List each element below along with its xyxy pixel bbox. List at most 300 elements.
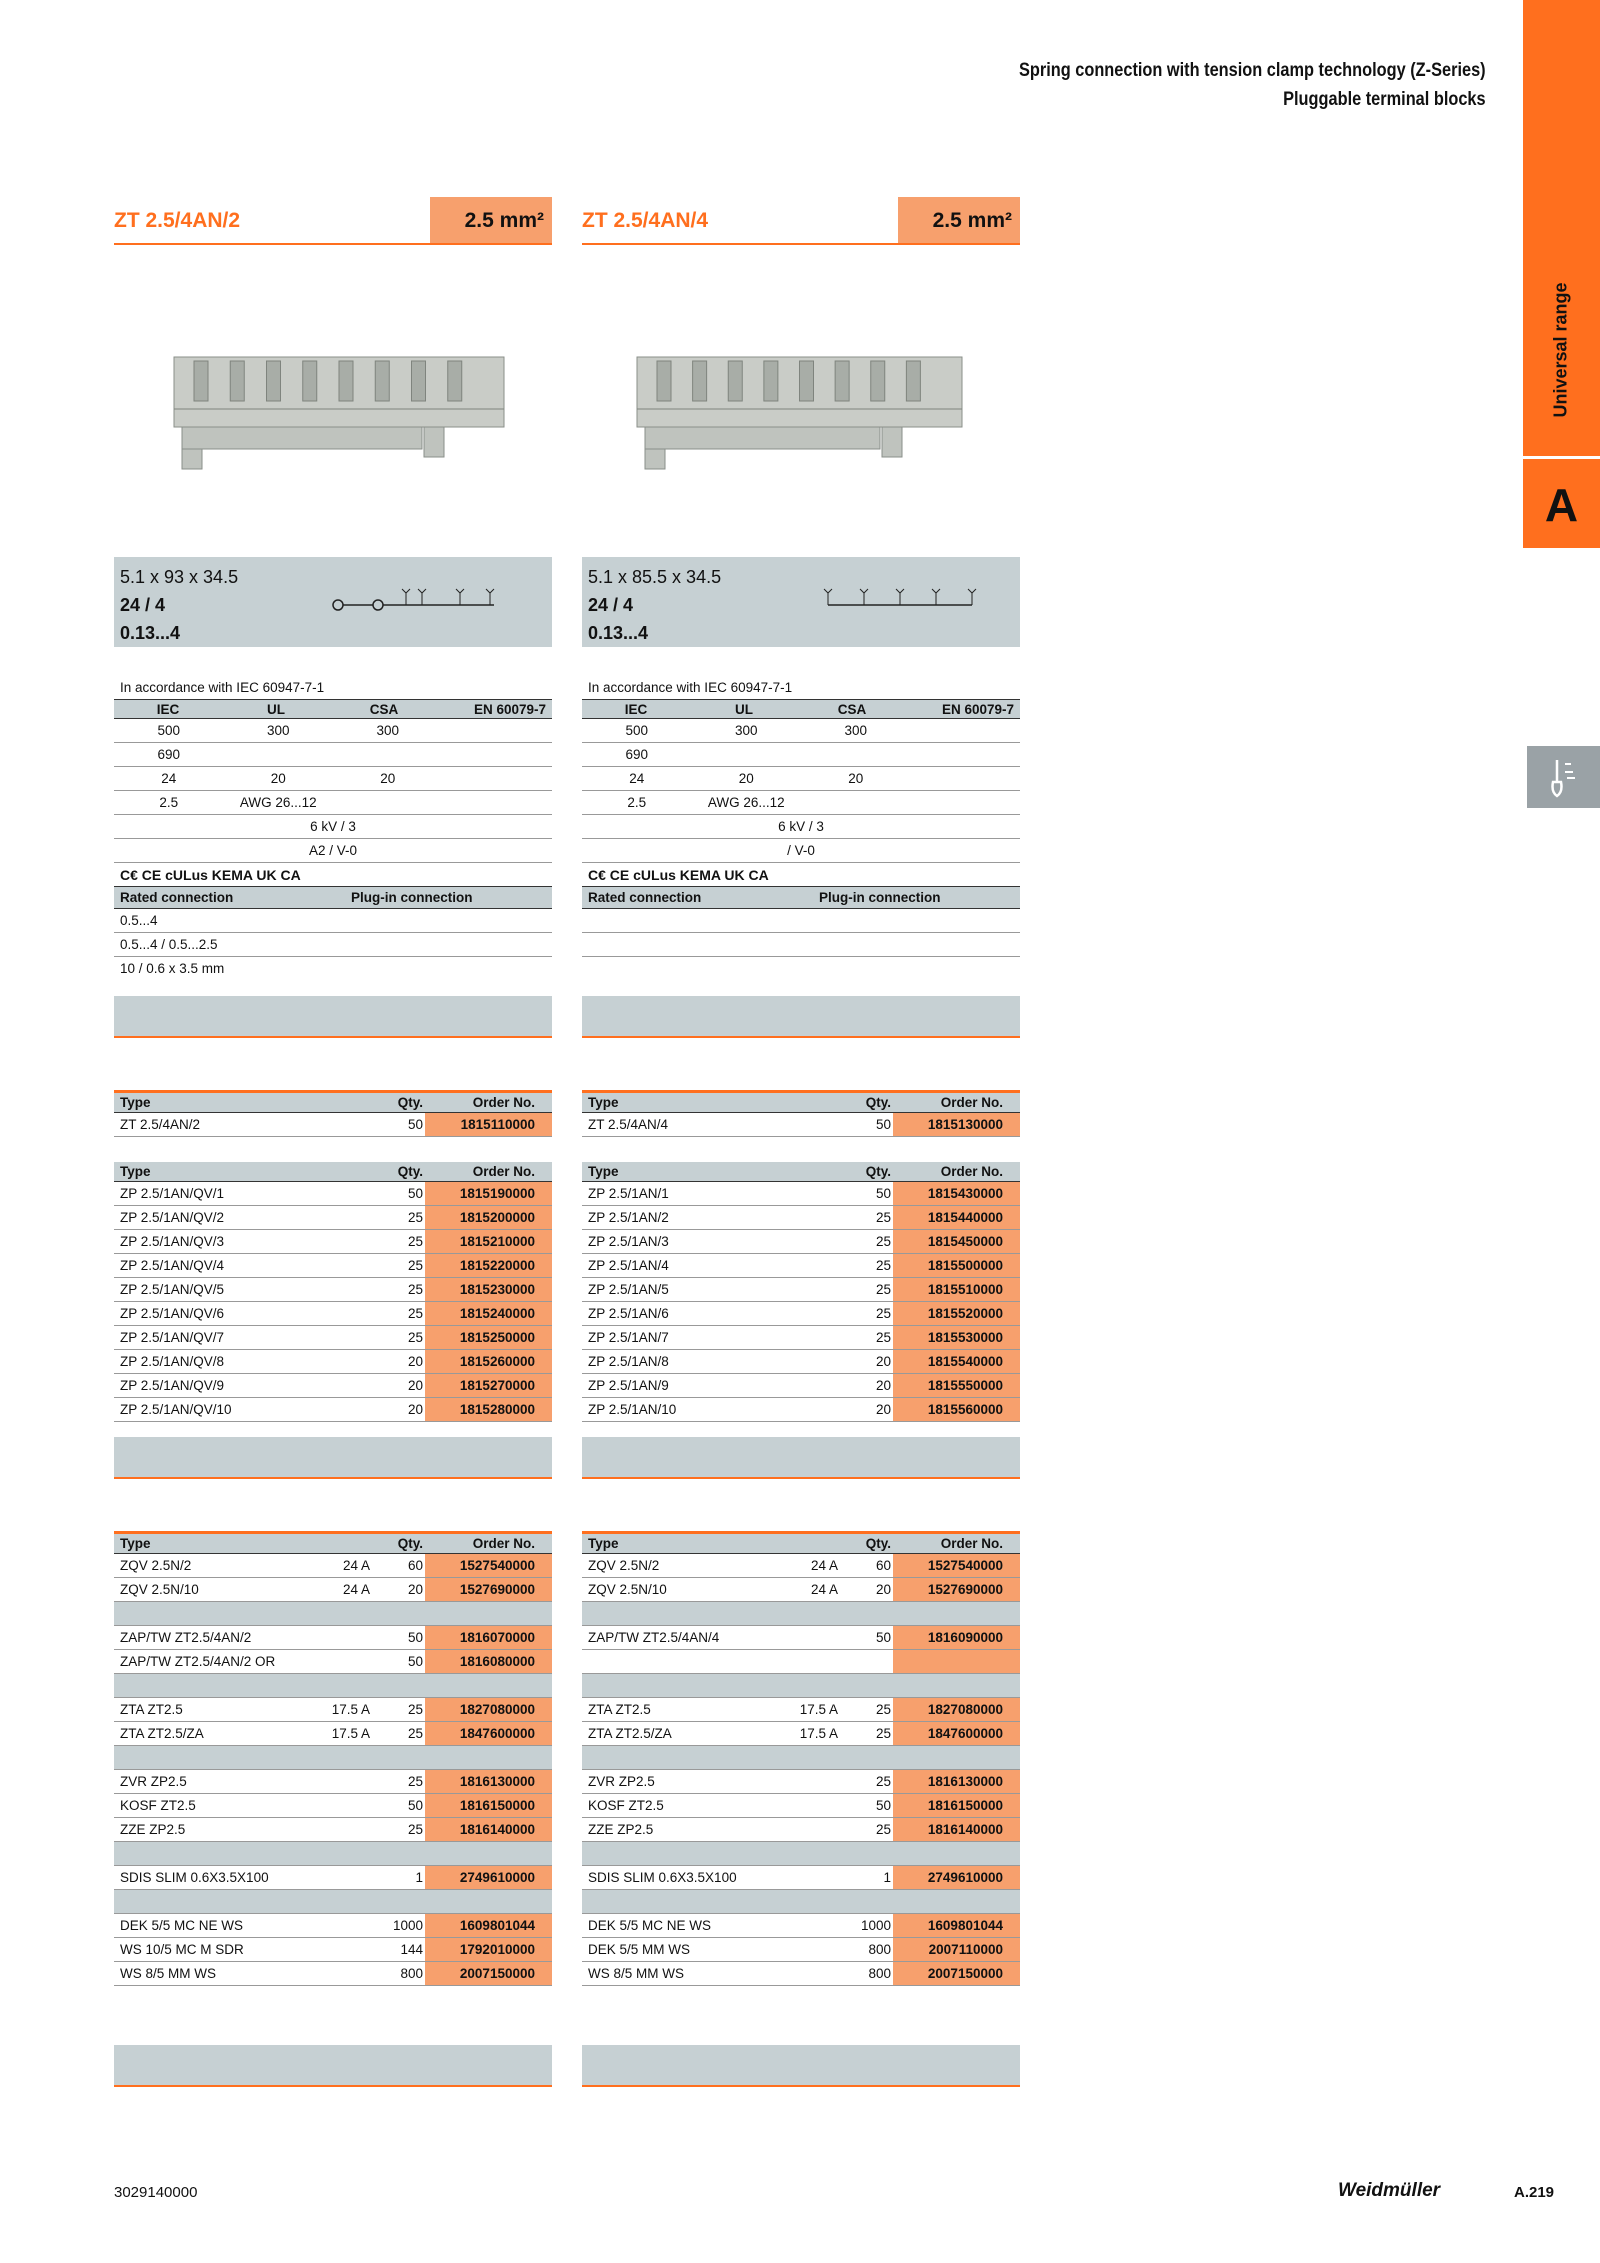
rated-data: 24 / 4 (120, 595, 166, 615)
rating-cell (320, 1350, 370, 1373)
qty-cell: 800 (400, 1966, 423, 1981)
rating-cell (788, 1230, 838, 1253)
table-row[interactable] (582, 1866, 1020, 1890)
approvals-header-cell: CSA (369, 702, 399, 717)
type-cell: ZP 2.5/1AN/QV/1 (120, 1186, 225, 1201)
header-order-no: Order No. (940, 1164, 1003, 1179)
product-image (582, 347, 1020, 477)
table-row[interactable] (582, 1818, 1020, 1842)
type-cell: KOSF ZT2.5 (588, 1798, 664, 1813)
qty-cell: 25 (875, 1258, 891, 1273)
order-no-cell: 1815110000 (425, 1113, 552, 1136)
approvals-cell: 500 (625, 723, 649, 738)
rating-cell (320, 1230, 370, 1253)
certification-logos: C€ CE cULus KEMA UK CA (582, 863, 1020, 887)
header-rating (788, 1162, 838, 1181)
header-order-no: Order No. (940, 1536, 1003, 1551)
order-no-cell: 1815190000 (425, 1182, 552, 1205)
rating-cell (788, 1278, 838, 1301)
group-separator (114, 1746, 552, 1770)
qty-cell (838, 1650, 893, 1673)
qty-cell: 20 (875, 1354, 891, 1369)
table-row[interactable] (582, 1350, 1020, 1374)
group-separator (114, 1674, 552, 1698)
type-cell: ZP 2.5/1AN/2 (588, 1210, 669, 1225)
page-number: A.219 (1514, 2184, 1555, 2201)
table-row[interactable] (114, 1326, 552, 1350)
table-row[interactable] (114, 1818, 552, 1842)
document-code: 3029140000 (114, 2184, 198, 2201)
qty-cell: 144 (400, 1942, 423, 1957)
table-row[interactable] (114, 1578, 552, 1602)
table-header (582, 1093, 1020, 1113)
header-rating (320, 1534, 370, 1553)
order-no-cell: 1815450000 (893, 1230, 1020, 1253)
approvals-header (114, 699, 552, 719)
approvals-cell: A2 / V-0 (308, 843, 358, 858)
order-no-cell: 1816130000 (893, 1770, 1020, 1793)
type-cell: DEK 5/5 MC NE WS (120, 1918, 244, 1933)
connection-schematic-icon (812, 585, 1032, 615)
rating-cell (320, 1206, 370, 1229)
table-row[interactable] (582, 1914, 1020, 1938)
rating-cell (788, 1374, 838, 1397)
approvals-row (114, 791, 552, 815)
order-no-cell: 1816070000 (425, 1626, 552, 1649)
approvals-row (114, 767, 552, 791)
table-row[interactable] (114, 1554, 552, 1578)
qty-cell: 25 (875, 1726, 891, 1741)
table-header (114, 1162, 552, 1182)
header-order-no: Order No. (472, 1164, 535, 1179)
table-row[interactable] (114, 1113, 552, 1137)
table-row[interactable] (582, 1794, 1020, 1818)
table-row[interactable] (114, 1794, 552, 1818)
spec-box (114, 557, 552, 647)
terminal-block-image (114, 347, 552, 477)
rating-cell: 24 A (342, 1582, 370, 1597)
header-type: Type (588, 1164, 619, 1179)
order-table-terminal (114, 1090, 552, 1137)
order-no-cell: 2749610000 (425, 1866, 552, 1889)
order-no-cell: 1815220000 (425, 1254, 552, 1277)
table-row[interactable] (114, 1914, 552, 1938)
connection-schematic-icon (324, 585, 544, 615)
table-row[interactable] (582, 1113, 1020, 1137)
table-row[interactable] (114, 1866, 552, 1890)
header-type: Type (120, 1095, 151, 1110)
approvals-cell (692, 743, 802, 766)
table-row[interactable] (582, 1962, 1020, 1986)
type-cell: ZP 2.5/1AN/9 (588, 1378, 669, 1393)
order-no-cell: 1815210000 (425, 1230, 552, 1253)
rating-cell (320, 1626, 370, 1649)
qty-cell: 25 (407, 1822, 423, 1837)
rating-cell (788, 1350, 838, 1373)
order-no-cell: 1527540000 (893, 1554, 1020, 1577)
table-row[interactable] (114, 1206, 552, 1230)
type-cell: ZP 2.5/1AN/5 (588, 1282, 669, 1297)
rating-cell (320, 1938, 370, 1961)
qty-cell: 25 (875, 1282, 891, 1297)
order-no-cell: 1815240000 (425, 1302, 552, 1325)
table-row[interactable] (582, 1398, 1020, 1422)
qty-cell: 20 (407, 1402, 423, 1417)
table-row[interactable] (582, 1302, 1020, 1326)
type-cell: ZP 2.5/1AN/7 (588, 1330, 669, 1345)
order-no-cell: 1816090000 (893, 1626, 1020, 1649)
header-rating (788, 1093, 838, 1112)
product-name: ZT 2.5/4AN/4 (582, 209, 709, 232)
rating-cell (320, 1914, 370, 1937)
certification-logos: C€ CE cULus KEMA UK CA (114, 863, 552, 887)
type-cell: ZP 2.5/1AN/6 (588, 1306, 669, 1321)
rated-connection-label: Rated connection (120, 890, 234, 905)
approvals-cell: 20 (380, 771, 396, 786)
qty-cell: 25 (875, 1306, 891, 1321)
connection-header (582, 887, 1020, 909)
table-row[interactable] (582, 1626, 1020, 1650)
approvals-cell (443, 767, 553, 790)
approvals-cell (911, 743, 1021, 766)
approvals-cell (911, 767, 1021, 790)
order-no-cell: 1609801044 (893, 1914, 1020, 1937)
order-no-cell: 1815260000 (425, 1350, 552, 1373)
approvals-cell (443, 719, 553, 742)
type-cell: ZP 2.5/1AN/QV/6 (120, 1306, 225, 1321)
section-bar (114, 996, 552, 1038)
type-cell: ZTA ZT2.5/ZA (588, 1726, 672, 1741)
qty-cell: 20 (407, 1378, 423, 1393)
type-cell (582, 1650, 788, 1673)
qty-cell: 60 (875, 1558, 891, 1573)
order-no-cell: 1816130000 (425, 1770, 552, 1793)
type-cell: ZQV 2.5N/10 (588, 1582, 667, 1597)
header-rating (320, 1162, 370, 1181)
type-cell: ZP 2.5/1AN/1 (588, 1186, 669, 1201)
connection-header (114, 887, 552, 909)
order-no-cell: 1827080000 (893, 1698, 1020, 1721)
product-name: ZT 2.5/4AN/2 (114, 209, 241, 232)
section-bar (582, 996, 1020, 1038)
order-no-cell: 2007150000 (893, 1962, 1020, 1985)
table-row[interactable] (114, 1626, 552, 1650)
approvals-cell (224, 743, 334, 766)
table-row[interactable] (114, 1182, 552, 1206)
approvals-header-cell: UL (267, 702, 285, 717)
order-no-cell: 1527690000 (425, 1578, 552, 1601)
table-row[interactable] (582, 1698, 1020, 1722)
order-no-cell: 1815530000 (893, 1326, 1020, 1349)
table-row[interactable] (114, 1230, 552, 1254)
type-cell: ZTA ZT2.5/ZA (120, 1726, 204, 1741)
header-line-2: Pluggable terminal blocks (1283, 89, 1486, 110)
connection-row: 10 / 0.6 x 3.5 mm (120, 961, 225, 976)
qty-cell: 50 (407, 1630, 423, 1645)
order-no-cell: 2007150000 (425, 1962, 552, 1985)
table-row[interactable] (582, 1326, 1020, 1350)
approvals-cell: 20 (738, 771, 754, 786)
rating-cell: 17.5 A (799, 1726, 838, 1741)
approvals-header-cell: EN 60079-7 (941, 702, 1014, 717)
qty-cell: 800 (868, 1942, 891, 1957)
approvals-cell: 690 (625, 747, 649, 762)
rating-cell (788, 1818, 838, 1841)
section-bar (582, 1437, 1020, 1479)
order-no-cell: 2007110000 (893, 1938, 1020, 1961)
tool-icon (1527, 746, 1600, 808)
approvals-row (582, 839, 1020, 863)
qty-cell: 60 (407, 1558, 423, 1573)
table-row[interactable] (114, 1278, 552, 1302)
qty-cell: 25 (407, 1234, 423, 1249)
qty-cell: 25 (407, 1282, 423, 1297)
type-cell: ZP 2.5/1AN/QV/5 (120, 1282, 225, 1297)
order-table-accessories (582, 1531, 1020, 1986)
qty-cell: 25 (875, 1702, 891, 1717)
spec-box (582, 557, 1020, 647)
approvals-header-cell: IEC (156, 702, 180, 717)
table-row[interactable] (582, 1182, 1020, 1206)
table-header (114, 1534, 552, 1554)
rating-cell (320, 1398, 370, 1421)
order-no-cell: 1792010000 (425, 1938, 552, 1961)
table-header (582, 1534, 1020, 1554)
approvals-cell: 2.5 (627, 795, 647, 810)
approvals-cell: 300 (266, 723, 290, 738)
qty-cell: 50 (407, 1117, 423, 1132)
approvals-table (114, 677, 552, 981)
table-row[interactable] (582, 1554, 1020, 1578)
product-column-right (582, 197, 1020, 1981)
qty-cell: 25 (407, 1306, 423, 1321)
order-table-terminal (582, 1090, 1020, 1137)
approvals-header-cell: CSA (837, 702, 867, 717)
table-row[interactable] (582, 1770, 1020, 1794)
qty-cell: 50 (407, 1186, 423, 1201)
approvals-row (114, 839, 552, 863)
table-row[interactable] (582, 1578, 1020, 1602)
header-rating (320, 1093, 370, 1112)
group-separator (582, 1890, 1020, 1914)
order-no-cell: 1816080000 (425, 1650, 552, 1673)
approvals-cell: / V-0 (787, 843, 815, 858)
connection-row (582, 933, 1020, 957)
approvals-cell (443, 791, 553, 814)
section-tab-divider (1523, 456, 1600, 459)
table-row[interactable] (582, 1938, 1020, 1962)
order-no-cell: 1527540000 (425, 1554, 552, 1577)
qty-cell: 50 (875, 1117, 891, 1132)
header-line-1: Spring connection with tension clamp technology (Z-Series) (1019, 60, 1486, 81)
type-cell: ZP 2.5/1AN/QV/2 (120, 1210, 225, 1225)
standard-note: In accordance with IEC 60947-7-1 (588, 680, 793, 695)
qty-cell: 50 (407, 1798, 423, 1813)
order-no-cell: 1827080000 (425, 1698, 552, 1721)
approvals-row (582, 791, 1020, 815)
order-no-cell: 1815200000 (425, 1206, 552, 1229)
qty-cell: 25 (407, 1774, 423, 1789)
approvals-table (582, 677, 1020, 981)
approvals-header-cell: IEC (624, 702, 648, 717)
qty-cell: 50 (407, 1654, 423, 1669)
order-no-cell: 1815230000 (425, 1278, 552, 1301)
order-no-cell: 1815520000 (893, 1302, 1020, 1325)
rating-cell (320, 1302, 370, 1325)
approvals-cell: 300 (734, 723, 758, 738)
qty-cell: 50 (875, 1798, 891, 1813)
product-column-left (114, 197, 552, 1981)
type-cell: ZZE ZP2.5 (588, 1822, 654, 1837)
order-no-cell: 1815550000 (893, 1374, 1020, 1397)
order-no-cell (893, 1650, 1020, 1673)
group-separator (582, 1602, 1020, 1626)
approvals-cell (443, 743, 553, 766)
qty-cell: 25 (875, 1210, 891, 1225)
approvals-cell (911, 791, 1021, 814)
header-qty: Qty. (865, 1536, 891, 1551)
section-bar (114, 2045, 552, 2087)
table-row[interactable] (114, 1938, 552, 1962)
type-cell: ZP 2.5/1AN/3 (588, 1234, 669, 1249)
order-no-cell: 1815270000 (425, 1374, 552, 1397)
header-rating (788, 1534, 838, 1553)
rating-cell (320, 1254, 370, 1277)
group-separator (114, 1842, 552, 1866)
rating-cell (788, 1914, 838, 1937)
rating-cell: 24 A (810, 1558, 838, 1573)
order-no-cell: 1816150000 (425, 1794, 552, 1817)
brand-logo: Weidmüller (1338, 2180, 1441, 2201)
standard-note: In accordance with IEC 60947-7-1 (120, 680, 325, 695)
type-cell: ZP 2.5/1AN/QV/4 (120, 1258, 225, 1273)
header-order-no: Order No. (472, 1536, 535, 1551)
qty-cell: 20 (407, 1582, 423, 1597)
type-cell: ZP 2.5/1AN/QV/7 (120, 1330, 225, 1345)
order-table-plugs (114, 1162, 552, 1422)
qty-cell: 25 (875, 1234, 891, 1249)
approvals-header-cell: EN 60079-7 (473, 702, 546, 717)
type-cell: ZAP/TW ZT2.5/4AN/2 OR (120, 1654, 276, 1669)
table-row[interactable] (114, 1698, 552, 1722)
approvals-cell: 20 (270, 771, 286, 786)
type-cell: SDIS SLIM 0.6X3.5X100 (120, 1870, 269, 1885)
table-row[interactable] (582, 1230, 1020, 1254)
qty-cell: 50 (875, 1630, 891, 1645)
qty-cell: 20 (407, 1354, 423, 1369)
table-row[interactable] (582, 1650, 1020, 1674)
order-no-cell: 1815560000 (893, 1398, 1020, 1421)
approvals-row (582, 815, 1020, 839)
rating-cell (320, 1794, 370, 1817)
approvals-cell: AWG 26...12 (239, 795, 317, 810)
qty-cell: 25 (407, 1330, 423, 1345)
order-no-cell: 1815540000 (893, 1350, 1020, 1373)
rating-cell: 17.5 A (799, 1702, 838, 1717)
order-no-cell: 1816150000 (893, 1794, 1020, 1817)
table-row[interactable] (114, 1398, 552, 1422)
dimensions: 5.1 x 85.5 x 34.5 (588, 567, 722, 587)
type-cell: ZQV 2.5N/2 (120, 1558, 192, 1573)
table-row[interactable] (114, 1770, 552, 1794)
header-type: Type (120, 1164, 151, 1179)
table-row[interactable] (114, 1374, 552, 1398)
qty-cell: 1000 (392, 1918, 423, 1933)
header-type: Type (588, 1536, 619, 1551)
rating-cell (320, 1650, 370, 1673)
qty-cell: 25 (875, 1774, 891, 1789)
table-row[interactable] (114, 1302, 552, 1326)
approvals-cell (333, 743, 443, 766)
qty-cell: 1000 (860, 1918, 891, 1933)
table-row[interactable] (582, 1374, 1020, 1398)
table-row[interactable] (114, 1350, 552, 1374)
product-image (114, 347, 552, 477)
rating-cell (320, 1182, 370, 1205)
rating-cell (320, 1770, 370, 1793)
table-row[interactable] (582, 1206, 1020, 1230)
type-cell: WS 8/5 MM WS (120, 1966, 217, 1981)
table-header (114, 1093, 552, 1113)
approvals-cell: 6 kV / 3 (310, 819, 356, 834)
table-row[interactable] (114, 1254, 552, 1278)
approvals-cell: 2.5 (159, 795, 179, 810)
rated-connection-label: Rated connection (588, 890, 702, 905)
rating-cell (320, 1818, 370, 1841)
qty-cell: 25 (407, 1726, 423, 1741)
table-row[interactable] (114, 1650, 552, 1674)
group-separator (114, 1602, 552, 1626)
wire-range: 0.13...4 (588, 623, 649, 643)
group-separator (582, 1842, 1020, 1866)
section-bar (582, 2045, 1020, 2087)
type-cell: ZAP/TW ZT2.5/4AN/4 (588, 1630, 720, 1645)
section-bar (114, 1437, 552, 1479)
approvals-row (582, 743, 1020, 767)
type-cell: ZP 2.5/1AN/QV/10 (120, 1402, 232, 1417)
header-qty: Qty. (865, 1164, 891, 1179)
qty-cell: 50 (875, 1186, 891, 1201)
type-cell: ZP 2.5/1AN/4 (588, 1258, 669, 1273)
rating-cell (788, 1962, 838, 1985)
rating-cell (788, 1770, 838, 1793)
qty-cell: 1 (415, 1870, 423, 1885)
type-cell: ZQV 2.5N/2 (588, 1558, 660, 1573)
approvals-cell: 500 (157, 723, 181, 738)
type-cell: ZP 2.5/1AN/8 (588, 1354, 669, 1369)
table-row[interactable] (114, 1962, 552, 1986)
table-row[interactable] (582, 1722, 1020, 1746)
plugin-connection-label: Plug-in connection (351, 890, 473, 905)
group-separator (582, 1674, 1020, 1698)
table-header (582, 1162, 1020, 1182)
connection-row (582, 957, 1020, 981)
type-cell: SDIS SLIM 0.6X3.5X100 (588, 1870, 737, 1885)
table-row[interactable] (582, 1278, 1020, 1302)
order-no-cell: 1815500000 (893, 1254, 1020, 1277)
rating-cell (788, 1650, 838, 1673)
section-tab[interactable] (1523, 0, 1600, 548)
table-row[interactable] (582, 1254, 1020, 1278)
table-row[interactable] (114, 1722, 552, 1746)
type-cell: DEK 5/5 MC NE WS (588, 1918, 712, 1933)
qty-cell: 25 (875, 1330, 891, 1345)
type-cell: ZTA ZT2.5 (588, 1702, 651, 1717)
rating-cell (788, 1326, 838, 1349)
order-no-cell: 2749610000 (893, 1866, 1020, 1889)
qty-cell: 25 (407, 1258, 423, 1273)
order-no-cell: 1815430000 (893, 1182, 1020, 1205)
